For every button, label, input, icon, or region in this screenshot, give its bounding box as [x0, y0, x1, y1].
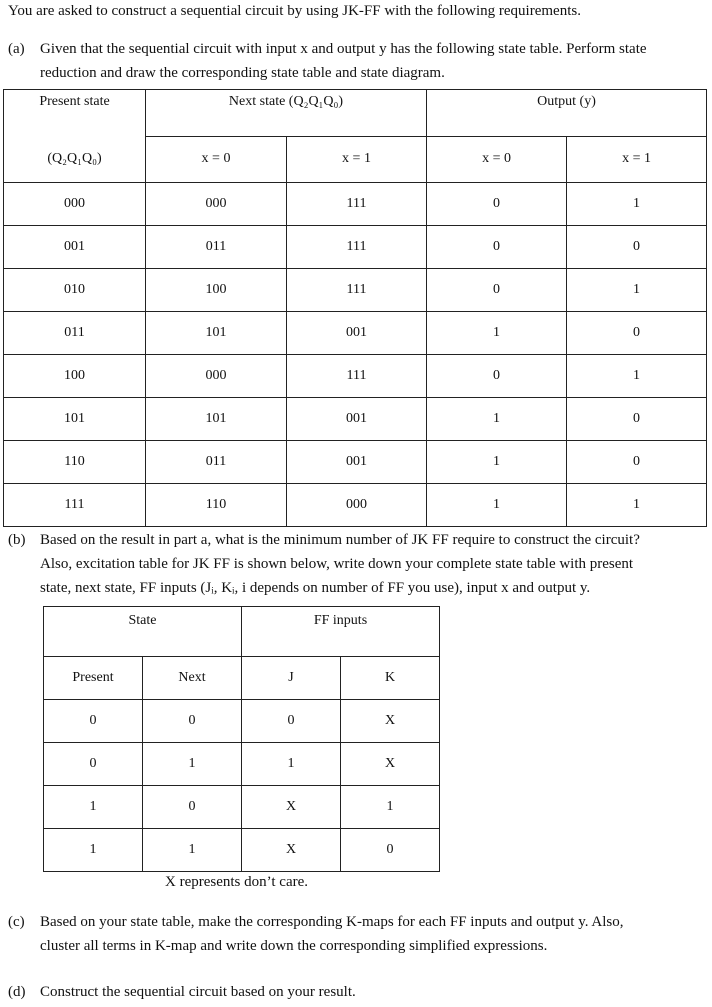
present-cell: 1 — [44, 829, 143, 872]
next-x0-cell: 100 — [146, 268, 287, 311]
out-x1-cell: 0 — [567, 311, 707, 354]
next-x0-cell: 000 — [146, 182, 287, 225]
table-row — [4, 182, 707, 225]
table-row — [4, 483, 707, 526]
next-x0-cell: 011 — [146, 440, 287, 483]
part-b-line3: state, next state, FF inputs (Jᵢ, Kᵢ, i depends on number of FF you use), input x and output y. — [40, 580, 591, 596]
next-header: Next — [143, 657, 242, 700]
present-cell: 1 — [44, 786, 143, 829]
present-cell: 010 — [4, 268, 146, 311]
next-x1-cell: 111 — [287, 182, 427, 225]
out-x0-cell: 1 — [427, 311, 567, 354]
j-cell: 0 — [242, 700, 341, 743]
present-cell: 011 — [4, 311, 146, 354]
part-b-label: (b) — [8, 532, 26, 548]
table-row — [44, 700, 440, 743]
next-x0-cell: 011 — [146, 225, 287, 268]
part-a-label: (a) — [8, 41, 25, 57]
present-cell: 0 — [44, 700, 143, 743]
k-header: K — [341, 657, 440, 700]
out-x0-cell: 0 — [427, 354, 567, 397]
output-header: Output (y) — [427, 90, 707, 137]
next-cell: 0 — [143, 700, 242, 743]
part-d-line1: Construct the sequential circuit based on your result. — [40, 984, 356, 1000]
next-x1-cell: 111 — [287, 225, 427, 268]
out-x1-cell: 0 — [567, 397, 707, 440]
table-row — [4, 268, 707, 311]
next-x1-cell: 000 — [287, 483, 427, 526]
intro-text: You are asked to construct a sequential circuit by using JK-FF with the following requirements. — [8, 3, 581, 19]
out-x1-cell: 1 — [567, 354, 707, 397]
present-cell: 110 — [4, 440, 146, 483]
out-x0-cell: 0 — [427, 182, 567, 225]
present-cell: 111 — [4, 483, 146, 526]
present-cell: 001 — [4, 225, 146, 268]
table-row — [4, 225, 707, 268]
next-x1-cell: 001 — [287, 311, 427, 354]
out-x1-cell: 0 — [567, 225, 707, 268]
part-b-line2: Also, excitation table for JK FF is shown below, write down your complete state table with present — [40, 556, 634, 572]
j-cell: X — [242, 786, 341, 829]
excitation-table — [43, 606, 440, 872]
part-c-label: (c) — [8, 914, 25, 930]
table-row — [44, 743, 440, 786]
next-x0-header: x = 0 — [146, 137, 287, 183]
k-cell: X — [341, 700, 440, 743]
out-x0-header: x = 0 — [427, 137, 567, 183]
present-cell: 100 — [4, 354, 146, 397]
next-cell: 0 — [143, 786, 242, 829]
next-cell: 1 — [143, 829, 242, 872]
next-state-header: Next state (Q₂Q₁Q₀) — [146, 90, 427, 137]
next-x1-cell: 111 — [287, 268, 427, 311]
state-header: State — [44, 607, 242, 657]
next-x1-cell: 001 — [287, 440, 427, 483]
j-cell: 1 — [242, 743, 341, 786]
out-x1-cell: 1 — [567, 483, 707, 526]
present-state-header: Present state — [4, 90, 146, 137]
next-x0-cell: 101 — [146, 397, 287, 440]
out-x1-header: x = 1 — [567, 137, 707, 183]
out-x1-cell: 0 — [567, 440, 707, 483]
present-cell: 101 — [4, 397, 146, 440]
next-x1-header: x = 1 — [287, 137, 427, 183]
ff-inputs-header: FF inputs — [242, 607, 440, 657]
next-x0-cell: 101 — [146, 311, 287, 354]
out-x1-cell: 1 — [567, 182, 707, 225]
part-b-line1: Based on the result in part a, what is the minimum number of JK FF require to construct the circuit? — [40, 532, 640, 548]
table-row — [4, 311, 707, 354]
state-table — [3, 89, 707, 527]
dont-care-note: X represents don’t care. — [165, 874, 308, 890]
present-header: Present — [44, 657, 143, 700]
table-row — [4, 397, 707, 440]
part-d-label: (d) — [8, 984, 26, 1000]
out-x1-cell: 1 — [567, 268, 707, 311]
part-c-line1: Based on your state table, make the corresponding K-maps for each FF inputs and output y. Also, — [40, 914, 624, 930]
out-x0-cell: 0 — [427, 225, 567, 268]
k-cell: 0 — [341, 829, 440, 872]
k-cell: 1 — [341, 786, 440, 829]
j-cell: X — [242, 829, 341, 872]
present-state-subheader: (Q₂Q₁Q₀) — [4, 137, 146, 183]
k-cell: X — [341, 743, 440, 786]
out-x0-cell: 1 — [427, 483, 567, 526]
out-x0-cell: 0 — [427, 268, 567, 311]
table-row — [4, 354, 707, 397]
next-x0-cell: 000 — [146, 354, 287, 397]
present-cell: 000 — [4, 182, 146, 225]
part-a-line2: reduction and draw the corresponding state table and state diagram. — [40, 65, 445, 81]
table-row — [4, 440, 707, 483]
out-x0-cell: 1 — [427, 440, 567, 483]
out-x0-cell: 1 — [427, 397, 567, 440]
j-header: J — [242, 657, 341, 700]
next-x0-cell: 110 — [146, 483, 287, 526]
next-cell: 1 — [143, 743, 242, 786]
present-cell: 0 — [44, 743, 143, 786]
next-x1-cell: 111 — [287, 354, 427, 397]
next-x1-cell: 001 — [287, 397, 427, 440]
table-row — [44, 829, 440, 872]
part-c-line2: cluster all terms in K-map and write down the corresponding simplified expressions. — [40, 938, 548, 954]
part-a-line1: Given that the sequential circuit with input x and output y has the following state table. Perform state — [40, 41, 647, 57]
table-row — [44, 786, 440, 829]
